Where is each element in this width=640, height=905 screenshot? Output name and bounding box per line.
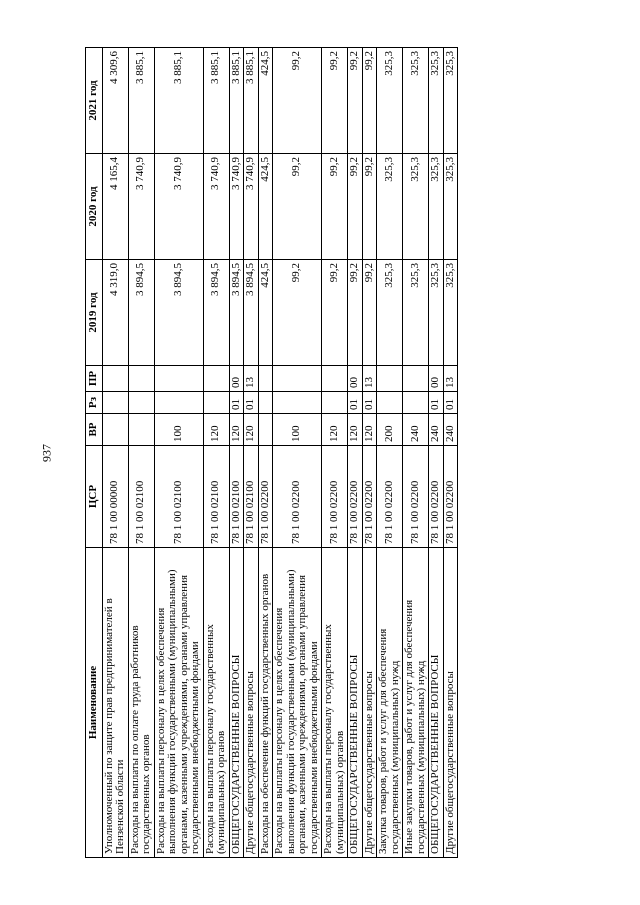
cell-2020: 424,5 <box>258 154 273 260</box>
cell-csr: 78 1 00 02100 <box>229 446 244 548</box>
cell-2020: 3 740,9 <box>154 154 203 260</box>
cell-csr: 78 1 00 02200 <box>273 446 322 548</box>
cell-csr: 78 1 00 00000 <box>102 446 128 548</box>
table-row <box>258 48 273 858</box>
cell-pr <box>102 366 128 392</box>
cell-2020: 325,3 <box>429 154 444 260</box>
cell-2021: 325,3 <box>403 48 429 154</box>
cell-2021: 424,5 <box>258 48 273 154</box>
cell-pr <box>403 366 429 392</box>
cell-2019: 99,2 <box>362 260 377 366</box>
cell-rz <box>258 392 273 414</box>
cell-pr: 13 <box>443 366 458 392</box>
header-name: Наименование <box>86 548 103 858</box>
cell-2021: 325,3 <box>377 48 403 154</box>
header-2019: 2019 год <box>86 260 103 366</box>
cell-pr: 00 <box>348 366 363 392</box>
cell-2020: 325,3 <box>377 154 403 260</box>
table-row <box>128 48 154 858</box>
cell-2020: 99,2 <box>273 154 322 260</box>
cell-pr <box>322 366 348 392</box>
cell-name: Расходы на выплаты персоналу в целях обеспечения выполнения функций государственными (муниципальными) органами, казенными учреждениями, органами управления государственными внебюджетными фондами <box>273 548 322 858</box>
cell-csr: 78 1 00 02200 <box>322 446 348 548</box>
header-vr: ВР <box>86 414 103 446</box>
header-rz: Рз <box>86 392 103 414</box>
cell-2019: 99,2 <box>348 260 363 366</box>
header-csr: ЦСР <box>86 446 103 548</box>
cell-vr <box>102 414 128 446</box>
cell-2019: 3 894,5 <box>154 260 203 366</box>
cell-rz <box>403 392 429 414</box>
cell-2020: 99,2 <box>322 154 348 260</box>
cell-2020: 3 740,9 <box>244 154 259 260</box>
cell-name: Другие общегосударственные вопросы <box>443 548 458 858</box>
cell-name: ОБЩЕГОСУДАРСТВЕННЫЕ ВОПРОСЫ <box>348 548 363 858</box>
cell-vr: 240 <box>403 414 429 446</box>
table-row <box>443 48 458 858</box>
cell-csr: 78 1 00 02200 <box>258 446 273 548</box>
cell-name: Расходы на выплаты персоналу государственных (муниципальных) органов <box>322 548 348 858</box>
cell-rz: 01 <box>229 392 244 414</box>
page-number: 937 <box>39 444 54 462</box>
cell-csr: 78 1 00 02100 <box>128 446 154 548</box>
table-header-row <box>86 48 103 858</box>
cell-name: Иные закупки товаров, работ и услуг для обеспечения государственных (муниципальных) нужд <box>403 548 429 858</box>
cell-name: Закупка товаров, работ и услуг для обеспечения государственных (муниципальных) нужд <box>377 548 403 858</box>
header-2021: 2021 год <box>86 48 103 154</box>
cell-2021: 99,2 <box>273 48 322 154</box>
cell-2019: 325,3 <box>377 260 403 366</box>
cell-2021: 3 885,1 <box>229 48 244 154</box>
cell-2021: 3 885,1 <box>244 48 259 154</box>
cell-rz <box>128 392 154 414</box>
cell-vr: 240 <box>429 414 444 446</box>
cell-2019: 424,5 <box>258 260 273 366</box>
cell-name: Уполномоченный по защите прав предпринимателей в Пензенской области <box>102 548 128 858</box>
cell-csr: 78 1 00 02200 <box>362 446 377 548</box>
cell-2021: 4 309,6 <box>102 48 128 154</box>
cell-vr: 200 <box>377 414 403 446</box>
cell-2019: 325,3 <box>429 260 444 366</box>
cell-rz <box>154 392 203 414</box>
cell-vr: 120 <box>244 414 259 446</box>
cell-name: Другие общегосударственные вопросы <box>244 548 259 858</box>
cell-name: ОБЩЕГОСУДАРСТВЕННЫЕ ВОПРОСЫ <box>229 548 244 858</box>
cell-2021: 3 885,1 <box>128 48 154 154</box>
cell-2019: 325,3 <box>443 260 458 366</box>
table-row <box>154 48 203 858</box>
table-row <box>403 48 429 858</box>
table-body <box>102 48 458 858</box>
cell-2019: 3 894,5 <box>244 260 259 366</box>
cell-name: Расходы на выплаты персоналу в целях обеспечения выполнения функций государственными (муниципальными) органами, казенными учреждениями, органами управления государственными внебюджетными фондами <box>154 548 203 858</box>
cell-pr <box>258 366 273 392</box>
cell-vr: 120 <box>203 414 229 446</box>
cell-vr: 120 <box>322 414 348 446</box>
cell-2021: 99,2 <box>348 48 363 154</box>
cell-2021: 325,3 <box>443 48 458 154</box>
cell-csr: 78 1 00 02200 <box>443 446 458 548</box>
cell-rz <box>203 392 229 414</box>
cell-rz <box>273 392 322 414</box>
cell-vr: 100 <box>154 414 203 446</box>
cell-name: ОБЩЕГОСУДАРСТВЕННЫЕ ВОПРОСЫ <box>429 548 444 858</box>
table-row <box>273 48 322 858</box>
cell-name: Расходы на выплаты персоналу государственных (муниципальных) органов <box>203 548 229 858</box>
cell-2021: 325,3 <box>429 48 444 154</box>
cell-csr: 78 1 00 02200 <box>377 446 403 548</box>
cell-rz: 01 <box>362 392 377 414</box>
table-row <box>429 48 444 858</box>
cell-2021: 3 885,1 <box>203 48 229 154</box>
cell-2020: 99,2 <box>362 154 377 260</box>
budget-table <box>85 47 458 858</box>
header-pr: ПР <box>86 366 103 392</box>
header-2020: 2020 год <box>86 154 103 260</box>
cell-pr: 00 <box>429 366 444 392</box>
cell-vr: 120 <box>348 414 363 446</box>
cell-2021: 99,2 <box>362 48 377 154</box>
cell-2019: 3 894,5 <box>203 260 229 366</box>
cell-csr: 78 1 00 02100 <box>244 446 259 548</box>
cell-vr: 240 <box>443 414 458 446</box>
cell-2020: 325,3 <box>443 154 458 260</box>
cell-rz <box>377 392 403 414</box>
cell-csr: 78 1 00 02100 <box>154 446 203 548</box>
cell-rz: 01 <box>429 392 444 414</box>
cell-pr: 13 <box>362 366 377 392</box>
cell-rz: 01 <box>443 392 458 414</box>
cell-2021: 3 885,1 <box>154 48 203 154</box>
cell-name: Другие общегосударственные вопросы <box>362 548 377 858</box>
cell-csr: 78 1 00 02200 <box>403 446 429 548</box>
cell-name: Расходы на обеспечение функций государственных органов <box>258 548 273 858</box>
cell-rz <box>322 392 348 414</box>
table-row <box>348 48 363 858</box>
cell-vr: 100 <box>273 414 322 446</box>
cell-rz <box>102 392 128 414</box>
cell-rz: 01 <box>244 392 259 414</box>
cell-2020: 325,3 <box>403 154 429 260</box>
cell-csr: 78 1 00 02100 <box>203 446 229 548</box>
cell-pr: 13 <box>244 366 259 392</box>
cell-vr: 120 <box>229 414 244 446</box>
table-row <box>229 48 244 858</box>
cell-pr <box>377 366 403 392</box>
cell-2020: 99,2 <box>348 154 363 260</box>
cell-rz: 01 <box>348 392 363 414</box>
cell-2019: 4 319,0 <box>102 260 128 366</box>
cell-csr: 78 1 00 02200 <box>429 446 444 548</box>
cell-pr <box>203 366 229 392</box>
cell-2019: 99,2 <box>322 260 348 366</box>
table-row <box>102 48 128 858</box>
budget-table-container <box>85 48 555 858</box>
cell-pr <box>128 366 154 392</box>
table-row <box>244 48 259 858</box>
table-row <box>362 48 377 858</box>
cell-vr <box>258 414 273 446</box>
cell-2020: 3 740,9 <box>203 154 229 260</box>
cell-2020: 3 740,9 <box>128 154 154 260</box>
cell-2020: 4 165,4 <box>102 154 128 260</box>
table-row <box>203 48 229 858</box>
cell-2021: 99,2 <box>322 48 348 154</box>
cell-2019: 3 894,5 <box>229 260 244 366</box>
cell-2019: 325,3 <box>403 260 429 366</box>
cell-pr: 00 <box>229 366 244 392</box>
cell-name: Расходы на выплаты по оплате труда работников государственных органов <box>128 548 154 858</box>
cell-pr <box>154 366 203 392</box>
cell-vr: 120 <box>362 414 377 446</box>
cell-2019: 99,2 <box>273 260 322 366</box>
cell-pr <box>273 366 322 392</box>
cell-2020: 3 740,9 <box>229 154 244 260</box>
cell-csr: 78 1 00 02200 <box>348 446 363 548</box>
table-row <box>322 48 348 858</box>
cell-2019: 3 894,5 <box>128 260 154 366</box>
table-row <box>377 48 403 858</box>
cell-vr <box>128 414 154 446</box>
